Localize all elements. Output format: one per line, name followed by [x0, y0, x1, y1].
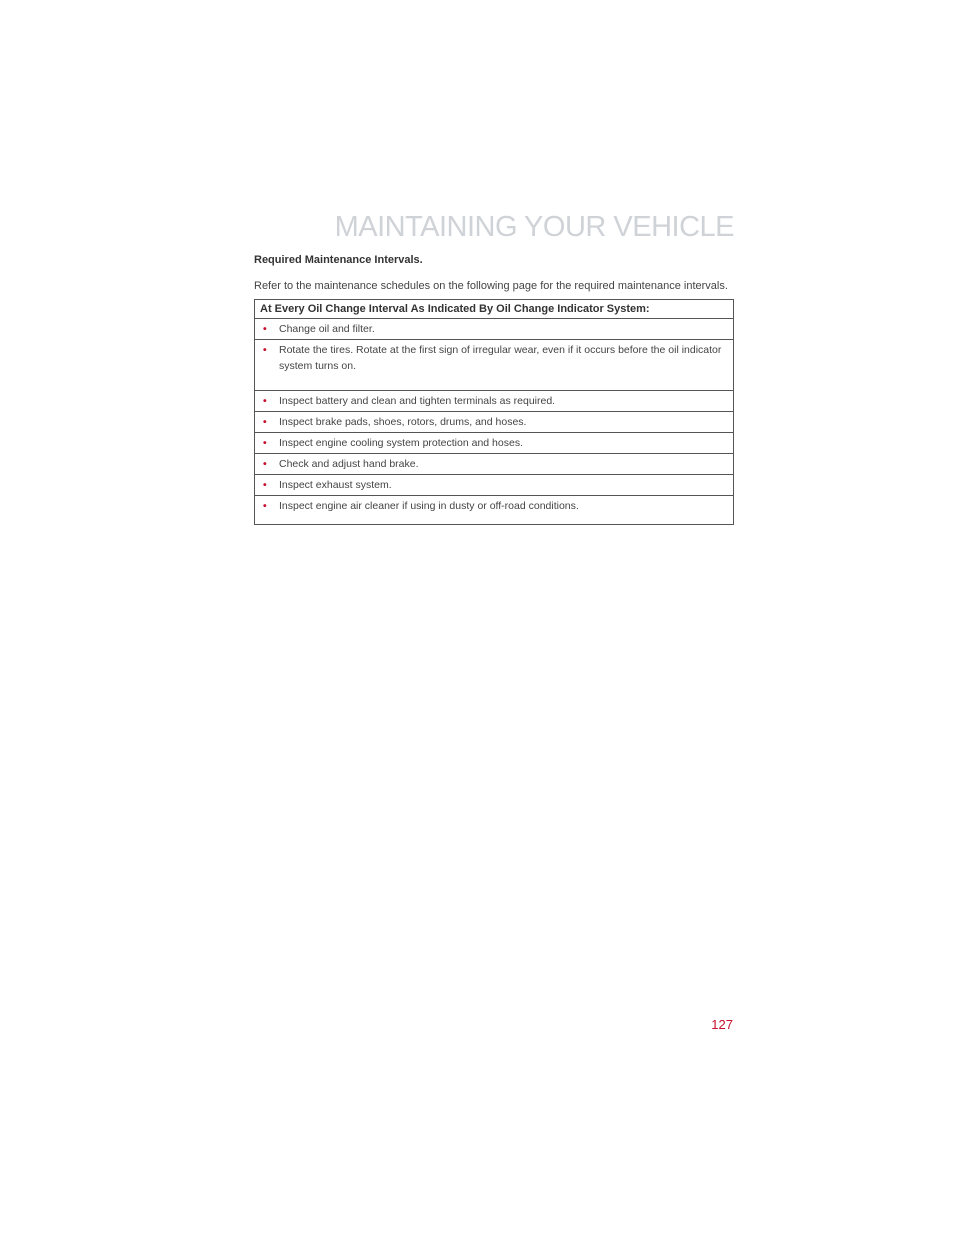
- bullet-icon: •: [263, 500, 267, 512]
- table-row: [255, 340, 734, 391]
- page-number: 127: [711, 1017, 733, 1032]
- bullet-icon: •: [263, 416, 267, 428]
- section-header: MAINTAINING YOUR VEHICLE: [334, 211, 734, 243]
- table-row: [255, 475, 734, 496]
- bullet-icon: •: [263, 395, 267, 407]
- bullet-icon: •: [263, 344, 267, 356]
- table-header: At Every Oil Change Interval As Indicated By Oil Change Indicator System:: [255, 300, 734, 319]
- bullet-icon: •: [263, 458, 267, 470]
- bullet-icon: •: [263, 323, 267, 335]
- list-item: Inspect brake pads, shoes, rotors, drums, and hoses.: [279, 416, 527, 428]
- table-header-row: [255, 300, 734, 319]
- list-item: Change oil and filter.: [279, 323, 375, 335]
- table-row: [255, 319, 734, 340]
- intro-paragraph: Refer to the maintenance schedules on the following page for the required maintenance intervals.: [254, 280, 728, 292]
- list-item: Inspect battery and clean and tighten terminals as required.: [279, 395, 556, 407]
- table-row: [255, 433, 734, 454]
- list-item: Inspect engine cooling system protection and hoses.: [279, 437, 523, 449]
- maintenance-table: [254, 299, 734, 525]
- list-item: Inspect engine air cleaner if using in dusty or off-road conditions.: [279, 500, 579, 512]
- list-item: Check and adjust hand brake.: [279, 458, 419, 470]
- subheading: Required Maintenance Intervals.: [254, 254, 423, 266]
- page-content: [254, 252, 734, 525]
- table-row: [255, 454, 734, 475]
- table-row: [255, 412, 734, 433]
- table-row: [255, 391, 734, 412]
- list-item: Rotate the tires. Rotate at the first sign of irregular wear, even if it occurs before the oil indicator system turns on.: [279, 344, 722, 372]
- list-item: Inspect exhaust system.: [279, 479, 392, 491]
- bullet-icon: •: [263, 479, 267, 491]
- bullet-icon: •: [263, 437, 267, 449]
- table-row: [255, 496, 734, 525]
